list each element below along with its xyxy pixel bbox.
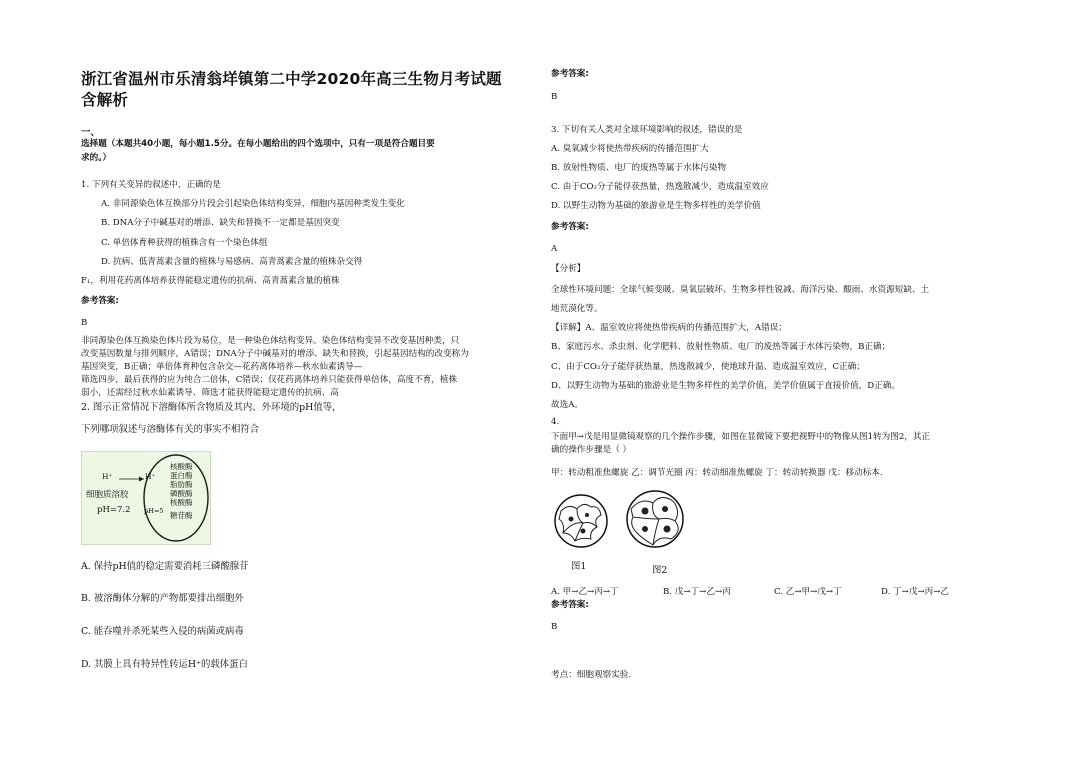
q4-stem-line1: 下面甲→戊是用显微镜观察的几个操作步骤，如图在显微镜下要把视野中的物像从图1转为图2，其正 xyxy=(551,432,931,442)
q3-answer-label: 参考答案: xyxy=(551,222,589,232)
section-heading-line2: 求的。） xyxy=(81,153,112,163)
section-heading-line1: 选择题（本题共40小题，每小题1.5分。在每小题给出的四个选项中，只有一项是符合题目要 xyxy=(81,139,435,149)
q3-option-d: D. 以野生动物为基础的旅游业是生物多样性的美学价值 xyxy=(551,201,761,211)
q4-answer: B xyxy=(551,622,558,632)
cytosol-label: 细胞质溶胶 xyxy=(86,490,129,500)
q2-answer-label: 参考答案: xyxy=(551,69,589,79)
enzyme-1: 核酸酶 xyxy=(170,462,193,471)
q3-detail-line1: 【详解】A、温室效应将使热带疾病的传播范围扩大，A错误； xyxy=(551,323,787,333)
q1-explanation-line3: 基因突变，B正确；单倍体育种包含杂交—花药离体培养—秋水仙素诱导— xyxy=(81,362,363,372)
q4-stem-line2: 确的操作步骤是（ ） xyxy=(551,445,632,455)
q1-option-a: A. 非同源染色体互换部分片段会引起染色体结构变异，细胞内基因种类发生变化 xyxy=(101,199,405,209)
enzyme-3: 脂肪酶 xyxy=(170,480,193,489)
q3-analysis-line1: 全球性环境问题：全球气候变暖、臭氧层破坏、生物多样性锐减、海洋污染、酸雨、水资源短缺、土 xyxy=(551,285,930,295)
enzyme-5: 核酸酶 xyxy=(170,498,193,507)
q3-detail-line3: C、由于CO₂分子能俘获热量，热逸散减少，使地球升温、造成温室效应，C正确； xyxy=(551,362,865,372)
q1-option-b: B. DNA分子中碱基对的增添、缺失和替换不一定都是基因突变 xyxy=(101,218,340,228)
q1-explanation-line5: 弱小，还需经过秋水仙素诱导、筛选才能获得能稳定遗传的抗病、高 xyxy=(81,388,339,398)
q3-stem: 3. 下切有关人类对全球环境影响的叙述，错误的是 xyxy=(551,125,743,135)
page-title-line1: 浙江省温州市乐清翁垟镇第二中学2020年高三生物月考试题 xyxy=(81,70,502,88)
enzyme-6: 糖苷酶 xyxy=(170,511,193,520)
inside-ion-label: H⁺ xyxy=(145,472,156,481)
q1-explanation-line4: 筛选四步，最后获得的应为纯合二倍体，C错误；仅花药离体培养只能获得单倍体，高度不育，植株 xyxy=(81,375,458,385)
q1-answer: B xyxy=(81,318,88,328)
q1-option-c: C. 单倍体育种获得的植株含有一个染色体组 xyxy=(101,238,268,248)
q3-option-a: A. 臭氧减少将使热带疾病的传播范围扩大 xyxy=(551,144,709,154)
q3-option-c: C. 由于CO₂分子能俘获热量，热逸散减少，造成温室效应 xyxy=(551,182,769,192)
q4-answer-label: 参考答案: xyxy=(551,600,589,610)
q4-steps: 甲：转动粗准焦螺旋 乙：调节光圈 丙：转动细准焦螺旋 丁：转动转换器 戊：移动标本. xyxy=(551,468,883,478)
q1-stem: 1. 下列有关变异的叙述中，正确的是 xyxy=(81,180,221,190)
q1-option-d: D. 抗病、低青蒿素含量的植株与易感病、高青蒿素含量的植株杂交得 xyxy=(101,257,363,267)
q4-number: 4. xyxy=(551,417,560,427)
fig1-label: 图1 xyxy=(571,561,587,572)
microscope-view-fig1 xyxy=(553,493,609,549)
page-title-line2: 含解析 xyxy=(81,91,129,109)
q2-option-b: B. 被溶酶体分解的产物都要排出细胞外 xyxy=(81,593,244,604)
q4-option-d: D. 丁→戊→丙→乙 xyxy=(881,587,950,597)
q4-option-c: C. 乙→甲→戊→丁 xyxy=(774,587,842,597)
q4-option-a: A. 甲→乙→丙→丁 xyxy=(551,587,619,597)
outside-ion-label: H⁺ xyxy=(102,472,113,481)
q4-note: 考点：细胞观察实验. xyxy=(551,670,632,680)
section-number: 一、 xyxy=(81,127,100,138)
q3-option-b: B. 放射性物质、电厂的废热等属于水体污染物 xyxy=(551,163,727,173)
lysosome-figure xyxy=(81,451,211,545)
q2-answer: B xyxy=(551,92,558,102)
ph-inside-label: pH=5 xyxy=(144,507,164,515)
q2-stem: 2. 图示正常情况下溶酶体所含物质及其内、外环境的pH值等， xyxy=(81,402,342,413)
enzyme-2: 蛋白酶 xyxy=(170,471,193,480)
q3-detail-line4: D、以野生动物为基础的旅游业是生物多样性的美学价值，美学价值属于直接价值，D正确。 xyxy=(551,381,900,391)
ph-outside-label: pH=7.2 xyxy=(97,505,131,515)
q3-analysis-label: 【分析】 xyxy=(551,264,586,274)
q2-option-c: C. 能吞噬并杀死某些入侵的病菌或病毒 xyxy=(81,626,244,637)
q1-explanation-line2: 改变基因数量与排列顺序，A错误；DNA分子中碱基对的增添、缺失和替换，引起基因结构的改变称为 xyxy=(81,349,469,359)
q3-answer: A xyxy=(551,244,558,254)
q2-option-d: D. 其膜上具有特异性转运H⁺的载体蛋白 xyxy=(81,659,248,670)
enzyme-4: 磷酸酶 xyxy=(170,489,193,498)
q1-answer-label: 参考答案: xyxy=(81,296,119,306)
q3-detail-line5: 故选A。 xyxy=(551,400,583,410)
microscope-view-fig2 xyxy=(625,489,685,549)
q1-explanation-line1: 非同源染色体互换染色体片段为易位，是一种染色体结构变异。染色体结构变异不改变基因种类，只 xyxy=(81,336,460,346)
q2-sub: 下列哪项叙述与溶酶体有关的事实不相符合 xyxy=(81,424,260,435)
q3-analysis-line2: 地荒漠化等。 xyxy=(551,304,603,314)
q1-option-d-cont: F₁，利用花药离体培养获得能稳定遗传的抗病、高青蒿素含量的植株 xyxy=(81,276,340,286)
q3-detail-line2: B、家庭污水、杀虫剂、化学肥料、放射性物质、电厂的废热等属于水体污染物，B正确； xyxy=(551,342,891,352)
fig2-label: 图2 xyxy=(652,565,668,576)
q2-option-a: A. 保持pH值的稳定需要消耗三磷酸腺苷 xyxy=(81,561,249,572)
q4-option-b: B. 戊→丁→乙→丙 xyxy=(663,587,731,597)
